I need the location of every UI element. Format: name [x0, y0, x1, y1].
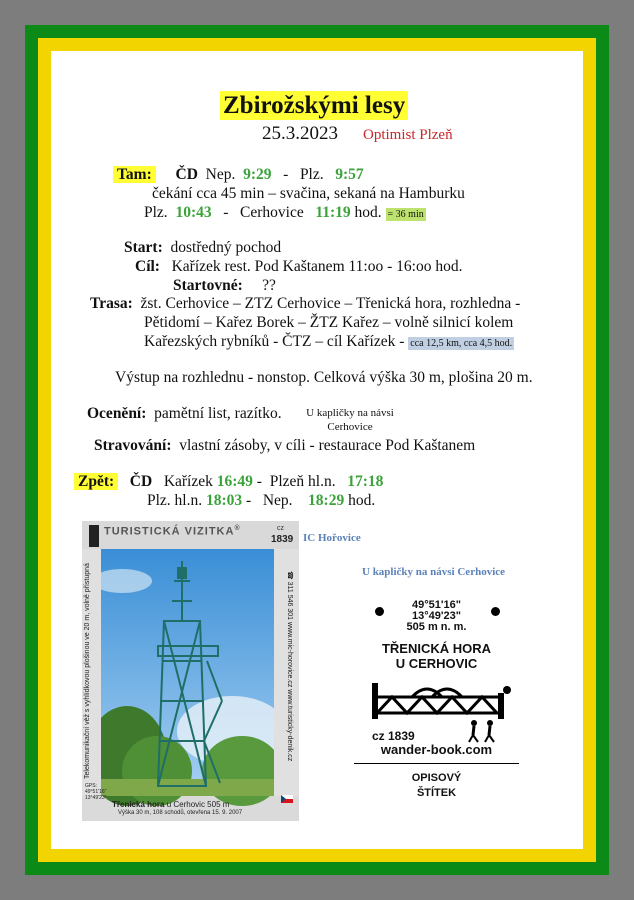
- document-page: [51, 51, 583, 849]
- stamp-name-2: U CERHOVIC: [395, 656, 478, 671]
- zpet2-sep: -: [246, 492, 252, 509]
- card-left-text: Telekomunikační věž s vyhlídkovou plošinou ve 20 m, volně přístupná: [84, 563, 91, 779]
- tam2-to: Cerhovice: [240, 204, 304, 221]
- zpet2-from: Plz. hl.n.: [147, 492, 203, 509]
- trasa-line-2: Pětidomí – Kařez Borek – ŽTZ Kařez – volně silnicí kolem: [144, 314, 514, 331]
- route-length-note: cca 12,5 km, cca 4,5 hod.: [410, 338, 513, 349]
- tam-label: Tam:: [113, 166, 156, 183]
- trasa-line-3: [144, 332, 514, 353]
- tam-line-3: [144, 203, 426, 224]
- oceneni-value: pamětní list, razítko.: [154, 405, 282, 422]
- card-header-text: TURISTICKÁ VIZITKA: [104, 525, 235, 538]
- startovne-line: [173, 276, 276, 295]
- stamp-dot-right: [491, 607, 500, 616]
- tower-photo: [82, 521, 299, 821]
- tam2-arr-time: 11:19: [315, 204, 351, 221]
- stamp-divider: [354, 763, 519, 764]
- card-number: 1839: [271, 534, 294, 545]
- card-right-text: ☎ 311 546 301 www.mic-horovice.cz www.turisticky-denik.cz: [286, 571, 293, 762]
- card-header: [104, 525, 241, 538]
- event-date: 25.3.2023: [262, 123, 338, 144]
- tam-to: Plz.: [299, 166, 324, 183]
- wander-book-stamp: [354, 591, 519, 803]
- ic-horovice-label: IC Hořovice: [303, 532, 361, 544]
- zpet2-dep-time: 18:03: [206, 492, 243, 509]
- tam2-dep-time: 10:43: [175, 204, 212, 221]
- zpet-line-1: [74, 472, 383, 491]
- zpet-carrier: ČD: [129, 473, 153, 490]
- card-caption-2: Výška 30 m, 108 schodů, otevřena 15. 9. 2007: [118, 810, 243, 816]
- organizer: Optimist Plzeň: [363, 127, 453, 143]
- trasa-text-3: Kařezských rybníků - ČTZ – cíl Kařízek -: [144, 333, 405, 350]
- card-gps-label: GPS:: [85, 783, 97, 789]
- stamp-coord-2: 13°49'23": [412, 610, 461, 622]
- stravovani-value: vlastní zásoby, v cíli - restaurace Pod Kaštanem: [179, 437, 476, 454]
- start-label: Start:: [124, 239, 163, 256]
- cil-line: [135, 257, 462, 276]
- zpet-sep: -: [256, 473, 262, 490]
- tam-sep: -: [283, 166, 289, 183]
- tam-carrier: ČD: [175, 166, 198, 183]
- stamp-tower-drawing: [372, 675, 517, 725]
- stamp-coord-1: 49°51'16": [412, 599, 461, 611]
- stravovani-label: Stravování:: [94, 437, 172, 454]
- tam-dep-time: 9:29: [243, 166, 272, 183]
- trasa-text-1: žst. Cerhovice – ZTZ Cerhovice – Třenická hora, rozhledna -: [140, 295, 521, 312]
- tam2-from: Plz.: [144, 204, 168, 221]
- stravovani-line: [94, 436, 475, 455]
- zpet-arr-time: 17:18: [347, 473, 384, 490]
- stamp-label-1: OPISOVÝ: [411, 772, 462, 784]
- start-value: dostředný pochod: [170, 239, 282, 256]
- startovne-value: ??: [262, 277, 276, 294]
- stamp-altitude: 505 m n. m.: [406, 621, 467, 633]
- oceneni-label: Ocenění:: [87, 405, 147, 422]
- card-caption-rest: u Cerhovic 505 m: [166, 800, 230, 809]
- tam-from: Nep.: [205, 166, 236, 183]
- stamp-location-label: U kapličky na návsi Cerhovice: [362, 566, 506, 578]
- stamp-code: cz 1839: [372, 729, 415, 743]
- zpet2-to: Nep.: [262, 492, 293, 509]
- travel-duration-note: = 36 min: [387, 209, 424, 220]
- cil-label: Cíl:: [135, 258, 160, 275]
- start-line: [124, 238, 281, 257]
- zpet-dep-time: 16:49: [216, 473, 253, 490]
- tam-line-2: čekání cca 45 min – svačina, sekaná na Hamburku: [152, 185, 465, 202]
- tam-arr-time: 9:57: [335, 166, 364, 183]
- page-title: Zbirožskými lesy: [220, 91, 408, 120]
- oceneni-location-note: [287, 406, 413, 434]
- stamp-coords: [354, 600, 519, 633]
- card-gps-2: 13°49'23": [85, 795, 107, 801]
- stamp-place-name: [354, 641, 519, 671]
- zpet-to: Plzeň hl.n.: [269, 473, 336, 490]
- startovne-label: Startovné:: [173, 277, 243, 294]
- card-gps-1: 49°51'16": [85, 789, 107, 795]
- tourist-card: [82, 521, 299, 821]
- zpet-label: Zpět:: [74, 473, 118, 490]
- card-gps: [85, 783, 106, 801]
- card-reg-mark: ®: [234, 525, 241, 532]
- stamp-label: [354, 771, 519, 801]
- card-cz: cz: [277, 525, 284, 532]
- tam-line-1: [113, 165, 364, 184]
- stamp-label-2: ŠTÍTEK: [416, 787, 457, 799]
- stamp-name-1: TŘENICKÁ HORA: [381, 641, 492, 656]
- card-caption-bold: Třenická hora: [112, 800, 165, 809]
- cil-value: Kařízek rest. Pod Kaštanem 11:oo - 16:oo hod.: [171, 258, 463, 275]
- oceneni-note-line-1: U kapličky na návsi: [306, 407, 394, 419]
- zpet-from: Kařízek: [163, 473, 213, 490]
- trasa-label: Trasa:: [90, 295, 133, 312]
- oceneni-line: [87, 404, 282, 423]
- oceneni-note-line-2: Cerhovice: [327, 421, 373, 433]
- hikers-icon: [464, 719, 504, 743]
- vystup-line: Výstup na rozhlednu - nonstop. Celková výška 30 m, plošina 20 m.: [115, 369, 533, 386]
- tam2-sep: -: [223, 204, 229, 221]
- stamp-dot-left: [375, 607, 384, 616]
- zpet2-suffix: hod.: [348, 492, 376, 509]
- zpet-line-2: [147, 491, 375, 510]
- stamp-site: wander-book.com: [380, 742, 493, 757]
- tam2-suffix: hod.: [354, 204, 382, 221]
- trasa-line-1: [90, 294, 520, 313]
- zpet2-arr-time: 18:29: [308, 492, 345, 509]
- card-caption: [112, 800, 229, 809]
